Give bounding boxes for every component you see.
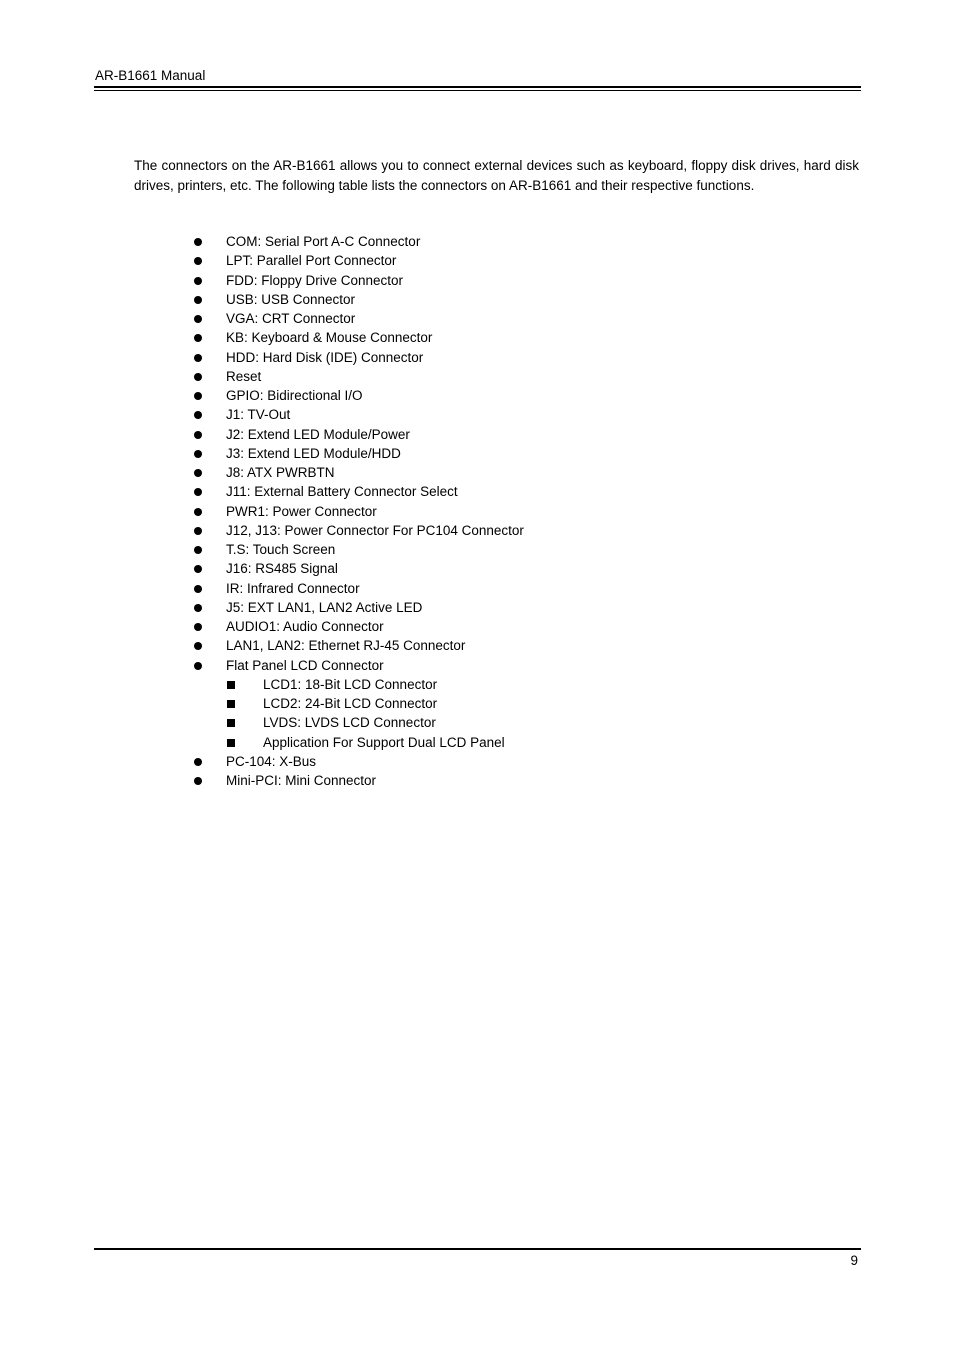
bullet-dot-icon bbox=[194, 488, 202, 496]
sub-list-item-label: LVDS: LVDS LCD Connector bbox=[263, 715, 436, 731]
list-item bbox=[0, 540, 954, 559]
list-item-label: J2: Extend LED Module/Power bbox=[226, 426, 410, 442]
bullet-dot-icon bbox=[194, 527, 202, 535]
list-item bbox=[0, 502, 954, 521]
list-item bbox=[0, 771, 954, 790]
list-item-label: FDD: Floppy Drive Connector bbox=[226, 272, 404, 288]
list-item bbox=[0, 463, 954, 482]
list-item bbox=[0, 232, 954, 251]
list-item-label: IR: Infrared Connector bbox=[226, 580, 360, 596]
sub-list-item-label: LCD2: 24-Bit LCD Connector bbox=[263, 696, 438, 711]
list-item bbox=[0, 251, 954, 270]
bullet-dot-icon bbox=[194, 623, 202, 631]
list-item-label: J11: External Battery Connector Select bbox=[226, 484, 458, 500]
bullet-dot-icon bbox=[194, 450, 202, 458]
list-item bbox=[0, 521, 954, 540]
list-item bbox=[0, 636, 954, 655]
list-item-label: PWR1: Power Connector bbox=[226, 503, 377, 519]
list-item-label: KB: Keyboard & Mouse Connector bbox=[226, 330, 433, 346]
bullet-dot-icon bbox=[194, 662, 202, 670]
bullet-dot-icon bbox=[194, 277, 202, 285]
bullet-dot-icon bbox=[194, 315, 202, 323]
bullet-dot-icon bbox=[194, 758, 202, 766]
list-item bbox=[0, 425, 954, 444]
list-item-label: AUDIO1: Audio Connector bbox=[226, 619, 384, 634]
list-item-label: Reset bbox=[226, 368, 262, 384]
sub-list-item-label: Application For Support Dual LCD Panel bbox=[263, 734, 505, 750]
sub-list-item bbox=[0, 733, 954, 752]
list-item-label: T.S: Touch Screen bbox=[226, 542, 336, 557]
list-item-label: J3: Extend LED Module/HDD bbox=[226, 445, 401, 461]
list-item bbox=[0, 386, 954, 405]
list-item bbox=[0, 271, 954, 290]
list-item-label: GPIO: Bidirectional I/O bbox=[226, 388, 363, 403]
list-item-label: HDD: Hard Disk (IDE) Connector bbox=[226, 349, 424, 365]
manual-title: AR-B1661 Manual bbox=[95, 68, 206, 83]
list-item bbox=[0, 290, 954, 309]
list-item bbox=[0, 598, 954, 617]
bullet-dot-icon bbox=[194, 354, 202, 362]
bullet-dot-icon bbox=[194, 777, 202, 785]
list-item bbox=[0, 752, 954, 771]
bullet-dot-icon bbox=[194, 238, 202, 246]
sub-list-item bbox=[0, 694, 954, 713]
bullet-dot-icon bbox=[194, 431, 202, 439]
sub-list-item bbox=[0, 675, 954, 694]
bullet-square-icon bbox=[227, 739, 235, 747]
list-item-label: Mini-PCI: Mini Connector bbox=[226, 773, 377, 788]
list-item-label: J16: RS485 Signal bbox=[226, 561, 338, 577]
bullet-dot-icon bbox=[194, 373, 202, 381]
bullet-dot-icon bbox=[194, 334, 202, 342]
list-item bbox=[0, 579, 954, 598]
bullet-dot-icon bbox=[194, 604, 202, 612]
list-item bbox=[0, 328, 954, 347]
footer-rule bbox=[94, 1248, 861, 1250]
list-item-label: J5: EXT LAN1, LAN2 Active LED bbox=[226, 599, 423, 615]
bullet-dot-icon bbox=[194, 296, 202, 304]
list-item-label: PC-104: X-Bus bbox=[226, 753, 317, 769]
bullet-dot-icon bbox=[194, 257, 202, 265]
list-item-label: VGA: CRT Connector bbox=[226, 311, 356, 326]
list-item-label: J12, J13: Power Connector For PC104 Connector bbox=[226, 522, 524, 538]
list-item-label: J1: TV-Out bbox=[226, 407, 291, 423]
list-item bbox=[0, 656, 954, 675]
header-rule bbox=[94, 86, 861, 88]
list-item bbox=[0, 405, 954, 424]
bullet-dot-icon bbox=[194, 469, 202, 477]
list-item bbox=[0, 309, 954, 328]
list-item bbox=[0, 367, 954, 386]
bullet-dot-icon bbox=[194, 642, 202, 650]
bullet-square-icon bbox=[227, 700, 235, 708]
sub-list-item-label: LCD1: 18-Bit LCD Connector bbox=[263, 676, 438, 692]
list-item bbox=[0, 348, 954, 367]
list-item-label: Flat Panel LCD Connector bbox=[226, 657, 384, 673]
page-number: 9 bbox=[850, 1253, 858, 1268]
intro-paragraph: The connectors on the AR-B1661 allows you to connect external devices such as keyboard, floppy disk drives, hard disk drives, printers, etc. The following table lists the connectors on AR-B1661 and their respective functions. bbox=[134, 158, 859, 193]
list-item-label: J8: ATX PWRBTN bbox=[226, 465, 335, 480]
bullet-dot-icon bbox=[194, 585, 202, 593]
list-item bbox=[0, 617, 954, 636]
connector-list bbox=[0, 232, 954, 790]
list-item bbox=[0, 482, 954, 501]
bullet-dot-icon bbox=[194, 392, 202, 400]
bullet-square-icon bbox=[227, 681, 235, 689]
list-item bbox=[0, 444, 954, 463]
sub-list-item bbox=[0, 713, 954, 732]
list-item bbox=[0, 559, 954, 578]
bullet-dot-icon bbox=[194, 565, 202, 573]
bullet-square-icon bbox=[227, 719, 235, 727]
bullet-dot-icon bbox=[194, 546, 202, 554]
bullet-dot-icon bbox=[194, 411, 202, 419]
list-item-label: USB: USB Connector bbox=[226, 291, 356, 307]
header-rule-thin bbox=[94, 90, 861, 91]
list-item-label: COM: Serial Port A-C Connector bbox=[226, 234, 421, 249]
bullet-dot-icon bbox=[194, 508, 202, 516]
list-item-label: LPT: Parallel Port Connector bbox=[226, 253, 397, 269]
list-item-label: LAN1, LAN2: Ethernet RJ-45 Connector bbox=[226, 638, 466, 654]
